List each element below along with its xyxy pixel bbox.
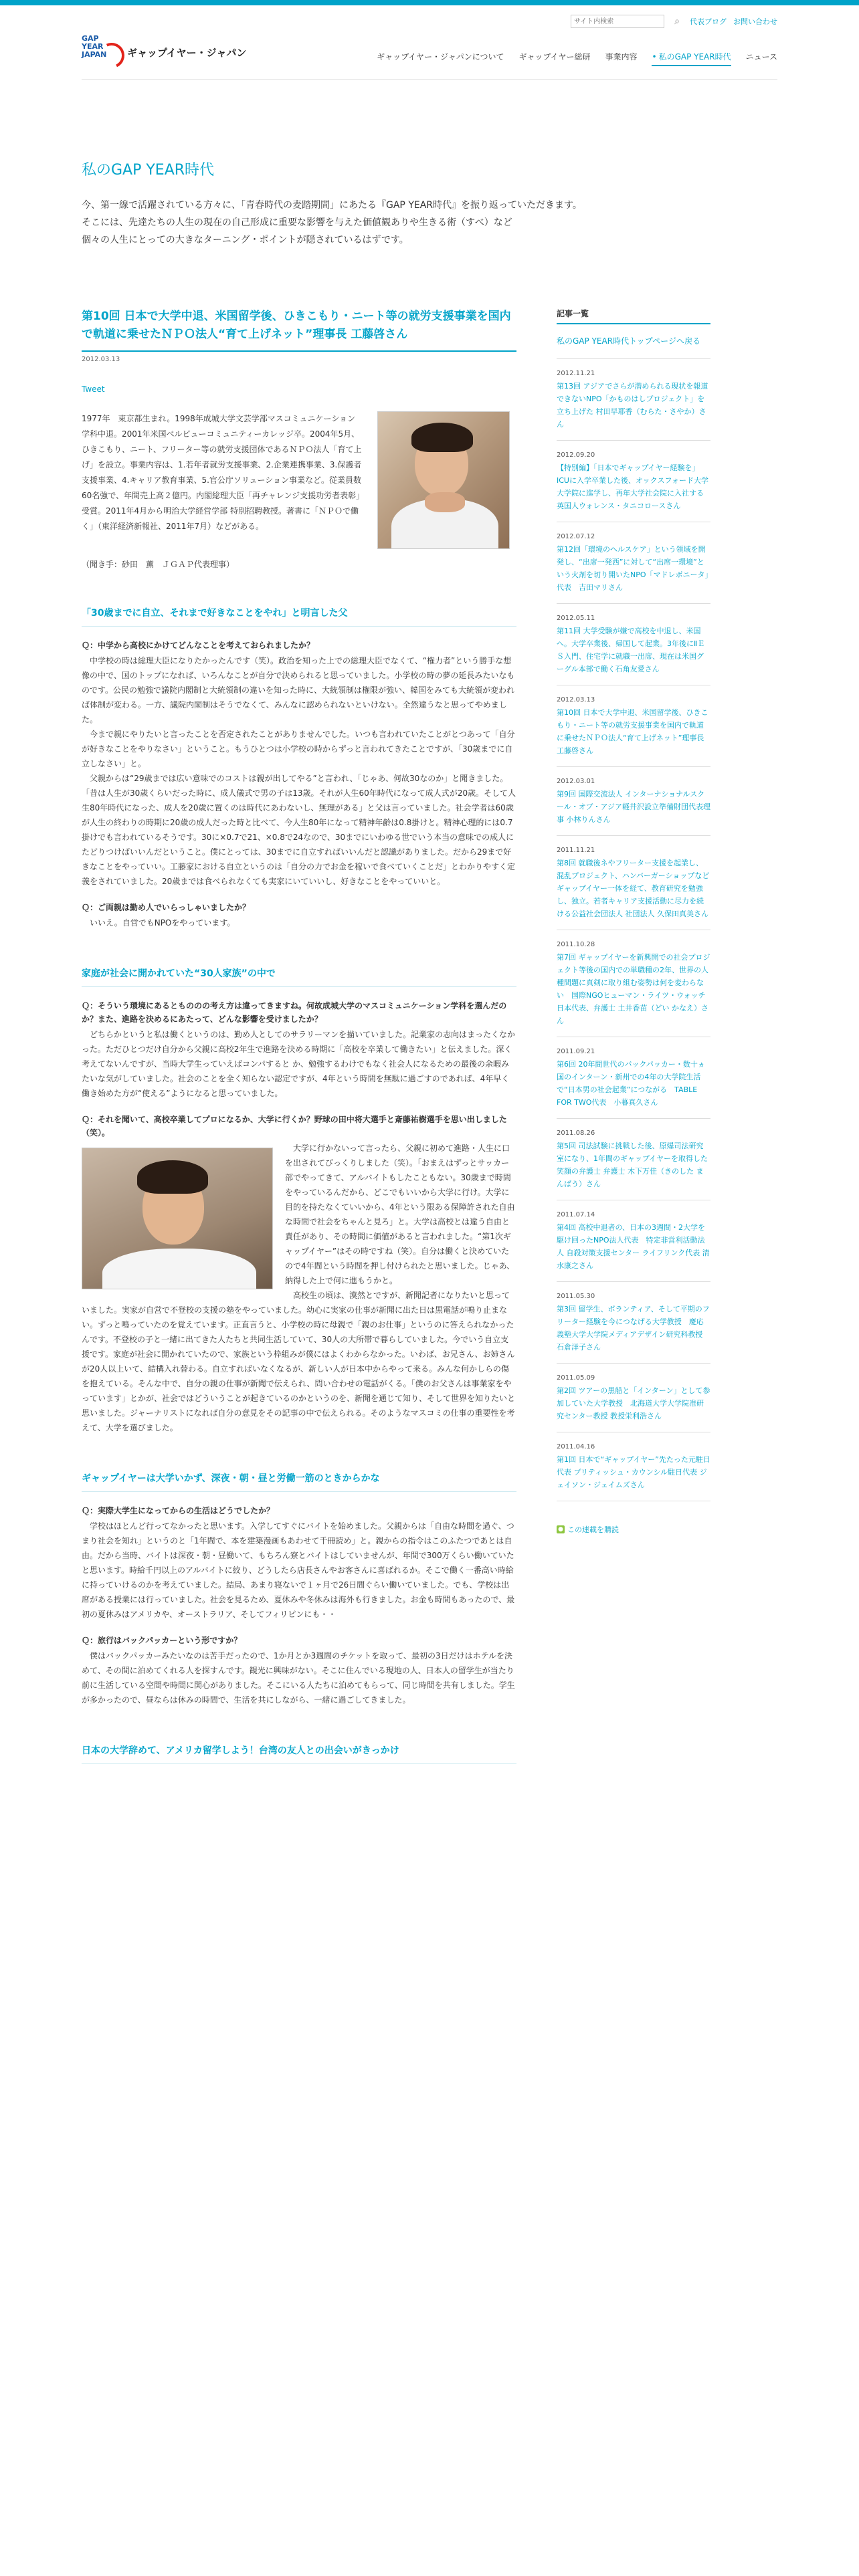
question: Ｑ：中学から高校にかけてどんなことを考えておられましたか？ <box>82 641 315 650</box>
sidebar-article-date: 2011.05.09 <box>557 1374 595 1382</box>
nav-research[interactable]: ギャップイヤー総研 <box>518 52 591 62</box>
sidebar-article-item[interactable] <box>557 1119 710 1200</box>
sidebar-article-link[interactable]: 第3回 留学生、ボランティア、そして平期のフリーター経験を今につなげる大学教授 慶応義塾大学大学院メディアデザイン研究科教授 石倉洋子さん <box>557 1305 710 1352</box>
subscribe-label: この連載を購読 <box>567 1525 619 1534</box>
sidebar-article-date: 2011.10.28 <box>557 941 595 948</box>
sidebar-article-date: 2012.07.12 <box>557 533 595 540</box>
article-title: 第10回 日本で大学中退、米国留学後、ひきこもり・ニート等の就労支援事業を国内で軌道に乗せたＮＰＯ法人“育て上げネット”理事長 工藤啓さん <box>82 310 511 341</box>
sidebar-article-link[interactable]: 第9回 国際交流法人 インターナショナルスクール・オブ・アジア軽井沢設立準備財団代表理事 小林りんさん <box>557 790 711 824</box>
article-date: 2012.03.13 <box>82 356 120 363</box>
sidebar-article-item[interactable] <box>557 1037 710 1119</box>
sidebar-title: 記事一覧 <box>557 308 710 324</box>
sidebar-article-date: 2012.03.13 <box>557 696 595 704</box>
sidebar-article-link[interactable]: 第6回 20年間世代のバックパッカー・数十ヵ国のインターン・新州での4年の大学院生活で“日本男の社会起業”につながる TABLE FOR TWO代表 小暮真久さん <box>557 1060 705 1107</box>
sidebar-article-link[interactable]: 第10回 日本で大学中退、米国留学後、ひきこもり・ニート等の就労支援事業を国内で軌道に乗せたＮＰＯ法人“育て上げネット”理事長 工藤啓さん <box>557 708 708 755</box>
main-nav <box>377 51 777 66</box>
nav-business[interactable]: 事業内容 <box>605 52 638 62</box>
sidebar-article-item[interactable] <box>557 685 710 767</box>
interview-photo <box>82 1148 273 1289</box>
section-heading: 「30歳までに自立、それまで好きなことをやれ」と明言した父 <box>82 606 516 627</box>
sidebar-article-item[interactable] <box>557 1364 710 1432</box>
sidebar-article-link[interactable]: 第13回 アジアでさらが潜められる現状を報道できないNPO「かものはしプロジェクト」を立ち上げた 村田早耶香（むらた・さやか）さん <box>557 382 708 429</box>
nav-my-gap-year[interactable]: • 私のGAP YEAR時代 <box>652 51 731 66</box>
intro-text: 今、第一線で活躍されている方々に、「青春時代の麦踏期間」にあたる『GAP YEAR時代』を振り返っていただきます。 そこには、先達たちの人生の現在の自己形成に重要な影響を与えた価値観ありや生きる術（すべ）など 個々の人生にとっての大きなターニング・ポイントが隠されているはずです。 <box>82 200 582 245</box>
sidebar-article-date: 2012.03.01 <box>557 778 595 785</box>
answer: いいえ。自営でもNPOをやっています。 <box>82 918 235 928</box>
answer: どちらかというと私は働くというのは、勤め人としてのサラリーマンを描いていました。記業家の志向はまったくなかった。ただひとつだけ自分から父親に高校2年生で進路を決める時期に「高校を卒業して働きたい」と伝えました。深く考えてないんですが、当時大学生っていえばコンパすると か、勉強するわけでもなく社会人になるための最後の余暇みたいな気がしていました。社会のことを全く知らない認定ですが、4年という時間を無駄に過ごすのであれば、4年早く働き始めた方が“使える”ようになると思っていました。 <box>82 1030 516 1098</box>
sidebar-article-link[interactable]: 第4回 高校中退者の、日本の3週間・2大学を駆け回ったNPO法人代表 特定非営利活動法人 自殺対策支援センター ライフリンク代表 清水康之さん <box>557 1223 710 1270</box>
sidebar-article-link[interactable]: 第1回 日本で“ギャップイヤー”先たった元駐日代表 ブリティッシュ・カウンシル駐日代表 ジェイソン・ジェイムズさん <box>557 1455 710 1489</box>
search-icon[interactable]: ⌕ <box>674 16 680 27</box>
subscribe-link[interactable] <box>557 1524 710 1535</box>
sidebar-article-date: 2011.04.16 <box>557 1443 595 1451</box>
search-input[interactable] <box>571 15 664 28</box>
sidebar-article-link[interactable]: 第5回 司法試験に挑戦した後、原爆司法研究室になり、1年間のギャップイヤーを取得した 笑顔の弁護士 弁護士 木下万佳（きのした まんばう）さん <box>557 1142 708 1188</box>
question: Ｑ：それを聞いて、高校卒業してプロになるか、大学に行くか？野球の田中将大選手と斎藤祐樹選手を思い出しました（笑）。 <box>82 1115 507 1138</box>
sidebar <box>557 308 710 1764</box>
sidebar-article-item[interactable] <box>557 1200 710 1282</box>
top-accent-bar <box>0 0 859 5</box>
site-logo[interactable] <box>82 32 246 72</box>
sidebar-article-item[interactable] <box>557 767 710 836</box>
article-list <box>557 359 710 1501</box>
sidebar-article-item[interactable] <box>557 1282 710 1364</box>
question: Ｑ：そういう環境にあるともののの考え方は違ってきますね。何故成城大学のマスコミュニケーション学科を選んだのか？また、進路を決めるにあたって、どんな影響を受けましたか？ <box>82 1001 507 1024</box>
sidebar-article-link[interactable]: 第2回 ツアーの黒船と「インターン」として参加していた大学教授 北海道大学大学院准研究センター教授 教授栄利浩さん <box>557 1386 710 1420</box>
sidebar-article-date: 2011.09.21 <box>557 1048 595 1055</box>
sidebar-article-date: 2011.11.21 <box>557 847 595 854</box>
question: Ｑ：ご両親は勤め人でいらっしゃいましたか？ <box>82 903 251 912</box>
rss-icon: ● <box>557 1525 565 1533</box>
sidebar-article-date: 2012.05.11 <box>557 615 595 622</box>
profile-text: 1977年 東京都生まれ。1998年成城大学文芸学部マスコミュニケーション学科中退。2001年米国ベルビューコミュニティーカレッジ卒。2004年5月、ひきこもり、ニート、フリーター等の就労支援団体であるＮＰＯ法人「育て上げ」を設立。事業内容は、1.若年者就労支援事業、2.企業連携事業、3.保護者支援事業、4.キャリア教育事業、5.官公庁ソリューション事業など。従業員数60名強で、年間売上高２億円。内閣総理大臣「再チャレンジ支援功労者表彰」受賞。2011年4月から明治大学経営学部 特別招聘教授。著書に「ＮＰＯで働く」（東洋経済新報社、2011年7月）などがある。 <box>82 414 362 531</box>
sidebar-article-date: 2011.05.30 <box>557 1293 595 1300</box>
answer: 学校はほとんど行ってなかったと思います。入学してすぐにバイトを始めました。父親からは「自由な時間を過ぐ、つまり社会を知れ」というのと「1年間で、本を建築漫画もあわせて千冊読め」と。親からの指令はこのふたつであとは自由。だから当時、バイトは深夜・朝・昼働いて、もちろん寮とバイトはしていませんが、年間で300万くらい働いていたと思います。時給千円以上のアルバイトに絞り、どうしたら店長さんやお客さんに喜ばれるか。そこで働く一番高い時給に持っていけるのかを考えていました。結局、あまり寝ないで１ヶ月で26日間ぐらい働いていました。でも、学校は出席がある授業には行っていました。社会を見るため、夏休みや冬休みは海外も行きました。お金も時間もあったので、最初の夏休みはアメリカや、オーストラリア、そしてフィリピンにも・・ <box>82 1521 515 1619</box>
sidebar-article-item[interactable] <box>557 359 710 441</box>
article <box>82 308 516 1764</box>
interviewer-credit: （聞き手：砂田 薫 ＪＧＡＰ代表理事） <box>82 560 235 569</box>
question: Ｑ：旅行はバックパッカーという形ですか？ <box>82 1636 242 1645</box>
sidebar-article-item[interactable] <box>557 522 710 604</box>
sidebar-article-link[interactable]: 第7回 ギャップイヤーを新興開での社会プロジェクト等後の国内での単職種の2年、世界の人種間題に真剣に取り組む姿勢は何を変わらない 国際NGOヒューマン・ライツ・ウォッチ 日本代表、弁護士 土井香苗（どい かなえ）さん <box>557 953 710 1025</box>
sidebar-article-date: 2012.11.21 <box>557 370 595 377</box>
sidebar-top-link[interactable]: 私のGAP YEAR時代トップページへ戻る <box>557 324 710 359</box>
nav-news[interactable]: ニュース <box>745 52 777 62</box>
section-heading: ギャップイヤーは大学いかず、深夜・朝・昼と労働一筋のときからかな <box>82 1471 516 1492</box>
title-divider <box>82 350 516 352</box>
sidebar-article-date: 2011.08.26 <box>557 1130 595 1137</box>
portrait-photo <box>377 411 510 549</box>
sidebar-article-item[interactable] <box>557 441 710 522</box>
answer: 大学に行かないって言ったら、父親に初めて進路・人生に口を出されてびっくりしました（笑）。「おまえはずっとサッカー部でやってきて、アルバイトもしたこともない。30歳まで時間をやっているんだから、どこでもいいから大学に行け。大学に目的を持たなくていいから、4年という限ある保障許された自由な時間で社会をちゃんと見ろ」と。大学は高校とは違う自由と責任があり、その時間に価値があると言われました。“第1次ギャップイヤー”はその時ですね（笑）。自分は働くと決めていたので4年間という時間を押し付けられたと思いました。じゃあ、納得した上で何に進もうかと。 高校生の頃は、漠然とですが、新聞記者になりたいと思っていました。実家が自営で不登校の支援の塾をやっていました。幼心に実家の仕事が新聞に出た日は黒電話が鳴り止まない。ずっと鳴っていたのを覚えています。正直言うと、小学校の時に母親で「親のお仕事」というのに答えられなかった んです。不登校の子と一緒に出てきた人たちと共同生活していて、30人の大所帯で暮らしていました。今でいう自立支援です。家庭が社会に開かれていたので、家族という枠組みが僕にはよくわからなかった。いわば、お兄さん、お姉さんが20人以上いて、結構入れ替わる。自立すればいなくなるが、新しい人が日本中からやって来る。みんな何かしらの傷を抱えている。そんな中で、自分の親の仕事が新聞で伝えられ、問い合わせの電話がくる。「僕のお父さんは事業家をやっています」とかが、社会ではどういうことが起きているのかというのを、新聞を通じて知り、そして世界を知りたいと思いました。ジャーナリストになれば自分の意見をその記事の中で伝えられる。そのようなマスコミの仕事の重要性を考えて、大学を選びました。 <box>82 1144 516 1432</box>
sidebar-article-date: 2011.07.14 <box>557 1211 595 1218</box>
sidebar-article-link[interactable]: 第11回 大学受験が嫌で高校を中退し、米国へ。大学卒業後、帰国して起業。3年後にⅡＥＳ入門、住宅学に就職一出席、現在は米国グーグル本部で働く石角友愛さん <box>557 627 705 673</box>
answer: 中学校の時は総理大臣になりたかったんです（笑）。政治を知った上での総理大臣でなくて、“権力者”という勝手な想像の中で、国のトップになれば、いろんなことが自分で決められると思っていました。小学校の時の夢の延長みたいなものです。公民の勉強で議院内閣制と大統領制の違いを知った時に、大統領制は権限が強い、韓国をみても大統領が変われば体制が変わる。一方、議院内閣制はそうでなくて、みんなに認められないといけない。全然違うなと思ってやめました。 今まで親にやりたいと言ったことを否定されたことがありませんでした。いつも言われていたことがとつあって「自分が好きなことをやりなさい」ということ。もうひとつは小学校の時からずっと言われてきたことですが、「30歳までに自立しなさい」と。 父親からは“29歳までは広い意味でのコストは親が出してやる”と言われ、「じゃあ、何故30なのか」と聞きました。「昔は人生が30歳くらいだった時に、成人儀式で男の子は13歳。それが人生60年時代になって成人式が20歳。そして人生80年時代になった、成人を20歳に置くのは時代にあわないし、無理がある」と父は言っていました。社会学者は60歳が人生の終わりの時期に20歳の成人だった時と比べて、今人生80年になって精神年齢は0.8掛けと。精神心理的には0.7掛けでも言われているそうです。30に×0.7で21、×0.8で24なので、30までにいわゆる世でいう本当の意味での成人にたどりつけばいいんだということ。僕にとっては、30までに自立すればいいんだと認識がありました。だから29まで好きなことをやっていい。工藤家における自立というのは「自分の力でお金を稼いで食べていくことだ」とわかりやすく定義をされていました。20歳までは食べられなくても実家にいていいし、好きなことをやっていいと。 <box>82 656 516 886</box>
sidebar-article-item[interactable] <box>557 604 710 685</box>
nav-about[interactable]: ギャップイヤー・ジャパンについて <box>377 52 504 62</box>
section-heading: 家庭が社会に開かれていた“30人家族”の中で <box>82 966 516 987</box>
sidebar-article-link[interactable]: 【特別編】「日本でギャップイヤー経験を」ICUに入学卒業した後、オックスフォード大学大学院に進学し、再年大学社会院に入社する英国人ウォレンス・タニコロースさん <box>557 463 708 510</box>
header-utility <box>571 15 777 28</box>
logo-text: ギャップイヤー・ジャパン <box>127 46 247 59</box>
page-title: 私のGAP YEAR時代 <box>82 162 215 179</box>
sidebar-article-item[interactable] <box>557 1432 710 1501</box>
section-heading: 日本の大学辞めて、アメリカ留学しよう！台湾の友人との出会いがきっかけ <box>82 1743 516 1764</box>
site-header <box>82 5 777 80</box>
tweet-button[interactable]: Tweet <box>82 385 105 394</box>
sidebar-article-link[interactable]: 第8回 就職後ネやフリーター支援を起業し、混乱プロジェクト、ハンバーガーショップなどギャップイヤー一体を経て、教育研究を勉強し、独立。若者キャリア支援活動に尽力を続ける公益社会団法人 社団法人 久保田真美さん <box>557 859 710 918</box>
sidebar-article-item[interactable] <box>557 836 710 930</box>
top-link-contact[interactable]: お問い合わせ <box>733 17 777 26</box>
sidebar-article-link[interactable]: 第12回「環境のヘルスケア」という領域を開発し、“出席一発西”に対して“出席一環境”という火剤を切り開いたNPO「マドレボニータ」代表 吉田マリさん <box>557 545 709 592</box>
gap-year-japan-logo-icon: GAP YEAR JAPAN <box>82 32 122 72</box>
profile-block <box>82 411 516 549</box>
sidebar-article-date: 2012.09.20 <box>557 451 595 459</box>
answer: 僕はバックパッカーみたいなのは苦手だったので、1か月とか3週間のチケットを取って、最初の3日だけはホテルを決めて、その間に泊めてくれる人を探すんです。観光に興味がない。そこに住んでいる現地の人、日本人の留学生が当たり前に生活している空間や時間に関心がありました。そこにいる人たちに泊めてもらって、同じ時間を共有しました。学生が多かったので、昼ならは休みの時間で、生活を共にしながら、一緒に過ごしてきました。 <box>82 1651 515 1705</box>
sidebar-article-item[interactable] <box>557 930 710 1037</box>
question: Ｑ：実際大学生になってからの生活はどうでしたか？ <box>82 1506 275 1515</box>
top-link-blog[interactable]: 代表ブログ <box>690 17 727 26</box>
